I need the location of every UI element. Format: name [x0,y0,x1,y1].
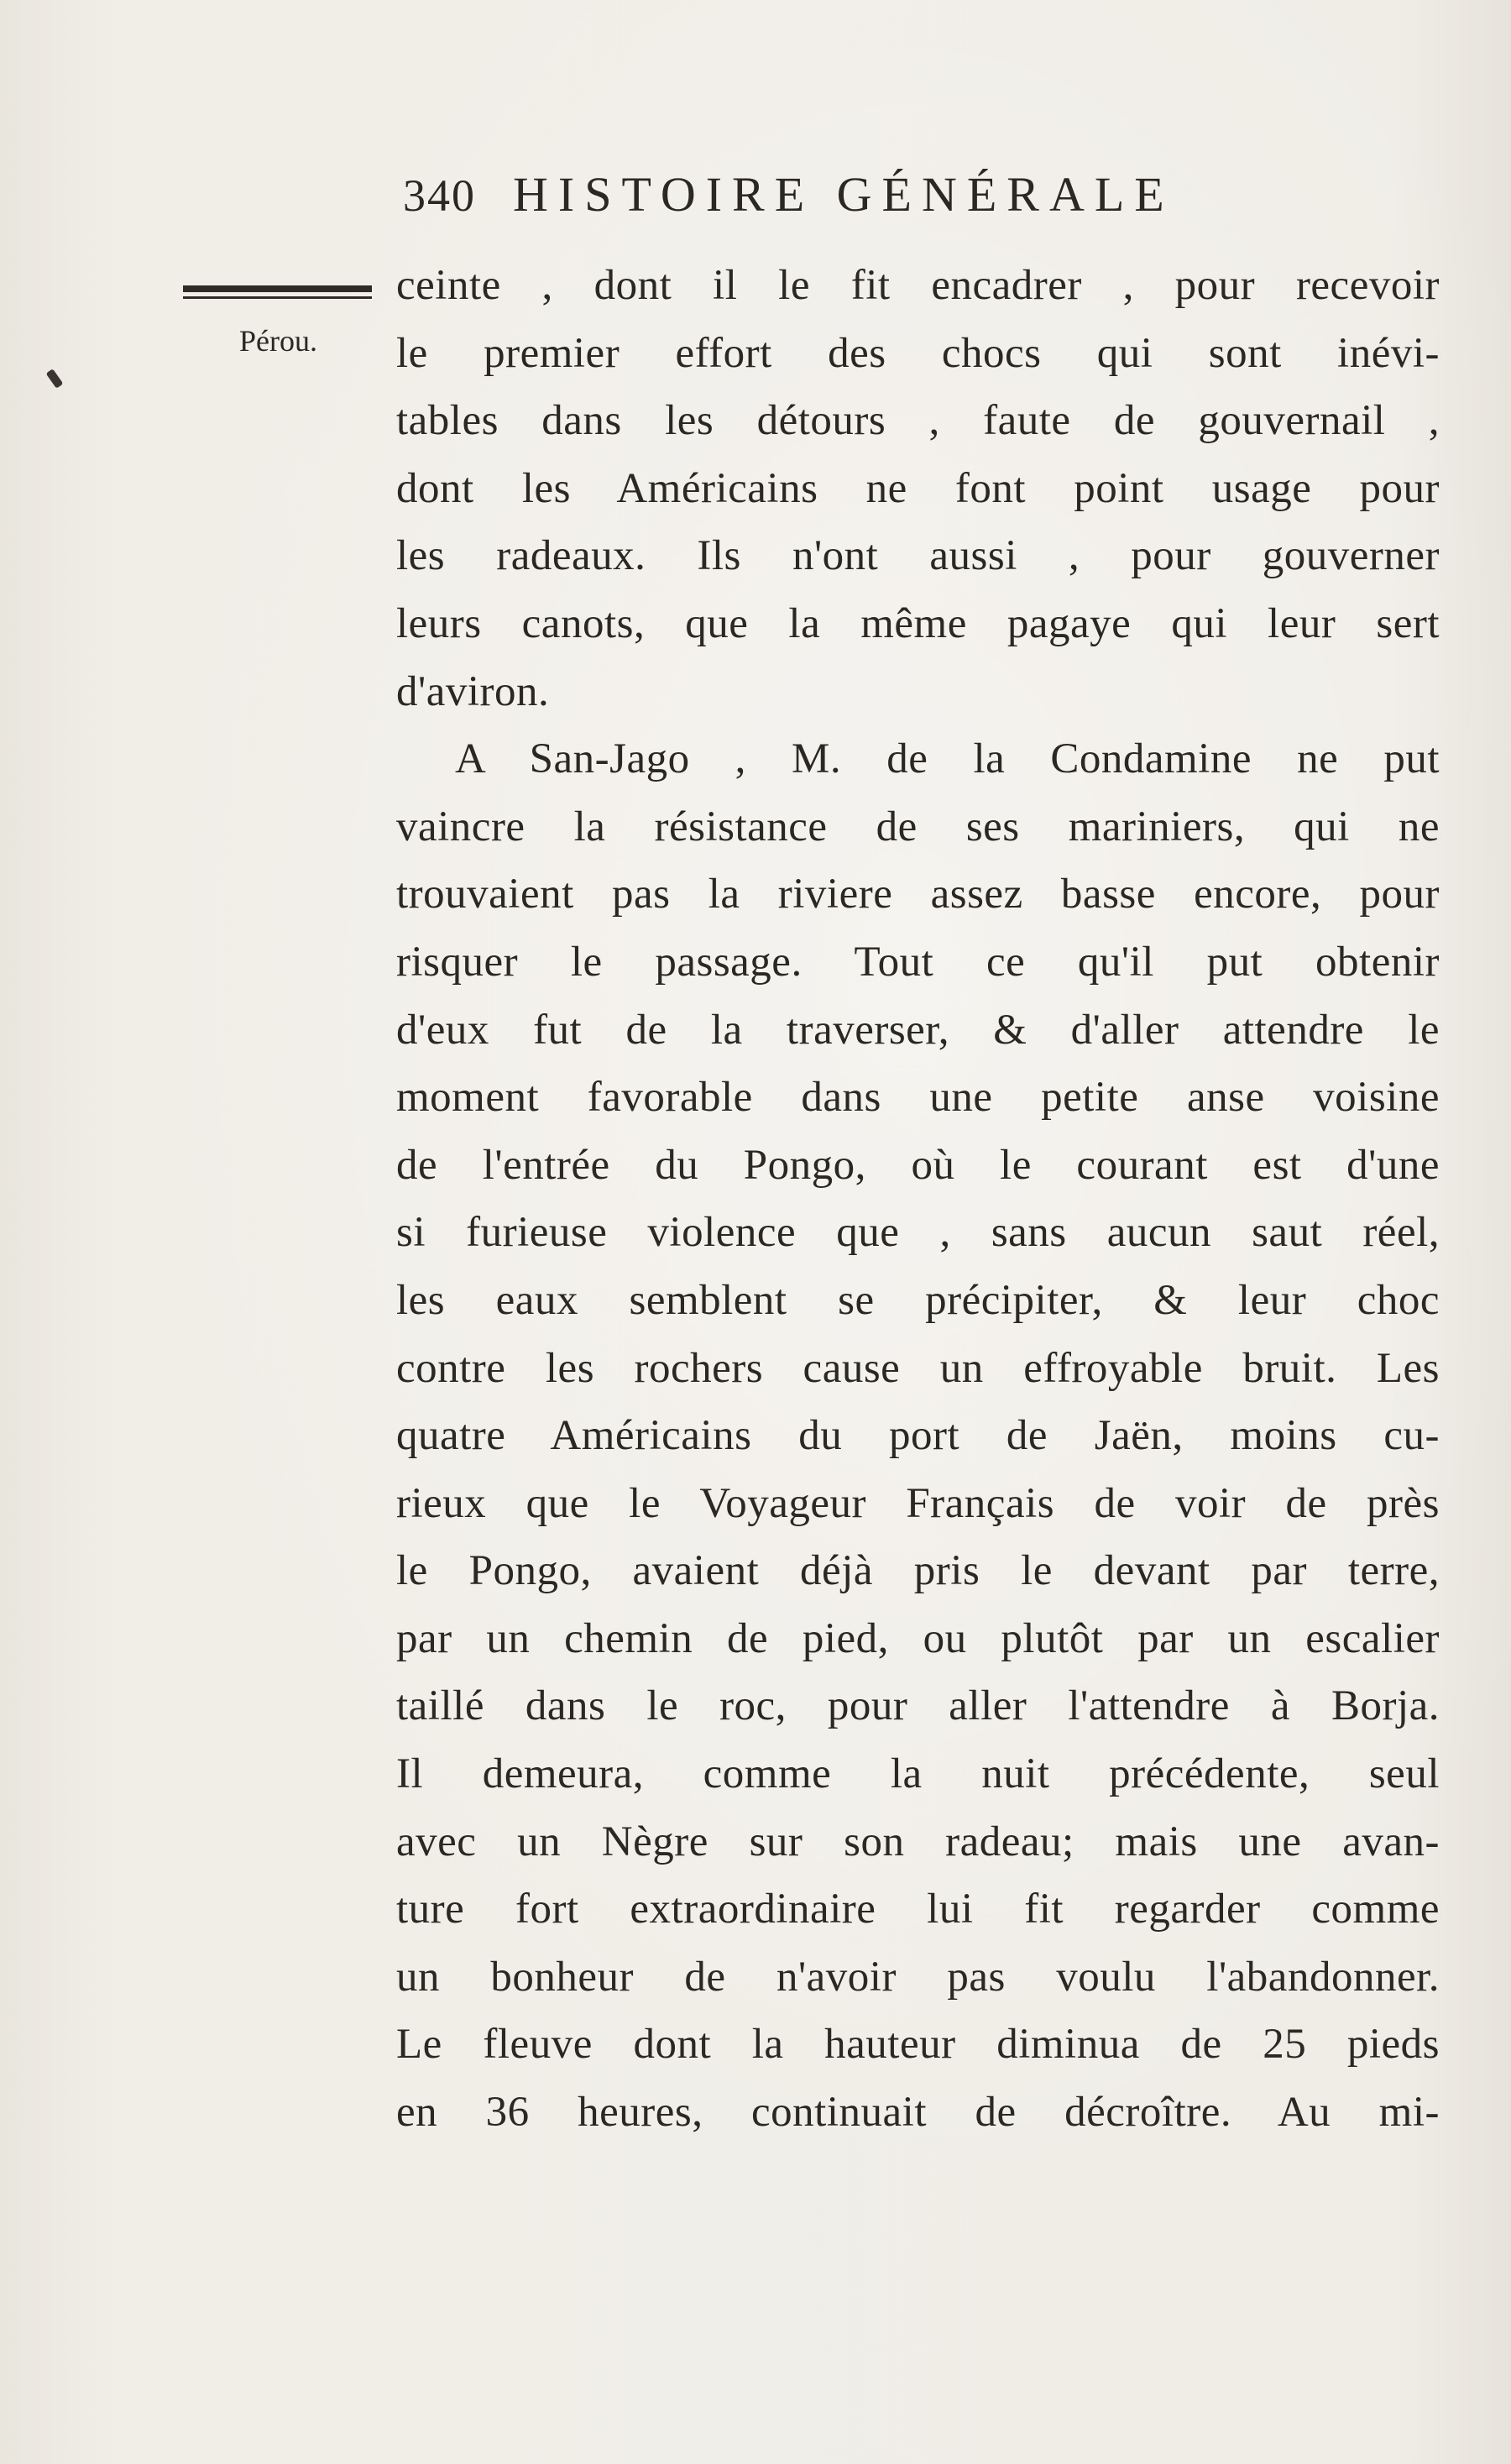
text-line: rieux que le Voyageur Français de voir de près [396,1479,1440,1527]
body-text [396,252,1440,2147]
page-number: 340 [403,170,476,221]
text-line: Le fleuve dont la hauteur diminua de 25 pieds [396,2021,1440,2069]
text-line: un bonheur de n'avoir pas voulu l'abandonner. [396,1953,1440,2001]
text-line: Il demeura, comme la nuit précédente, seul [396,1750,1440,1798]
text-line: si furieuse violence que , sans aucun saut réel, [396,1209,1440,1257]
text-line: d'aviron. [396,667,550,715]
margin-rule [183,285,372,301]
text-line: les radeaux. Ils n'ont aussi , pour gouverner [396,532,1440,580]
page-header [403,166,1326,233]
text-line: taillé dans le roc, pour aller l'attendre à Borja. [396,1682,1440,1730]
text-line: les eaux semblent se précipiter, & leur choc [396,1276,1440,1324]
running-title: HISTOIRE GÉNÉRALE [513,167,1174,222]
text-line: ceinte , dont il le fit encadrer , pour recevoir [396,262,1440,309]
text-line: leurs canots, que la même pagaye qui leur sert [396,599,1440,647]
margin-rule-thin [183,296,372,299]
text-line: dont les Américains ne font point usage pour [396,464,1440,512]
text-line: A San-Jago , M. de la Condamine ne put [455,735,1440,783]
text-line: vaincre la résistance de ses mariniers, qui ne [396,803,1440,850]
margin-note: Pérou. [239,324,317,358]
text-line: risquer le passage. Tout ce qu'il put obtenir [396,938,1440,986]
text-line: ture fort extraordinaire lui fit regarder comme [396,1886,1440,1933]
text-line: quatre Américains du port de Jaën, moins cu- [396,1412,1440,1460]
text-line: le Pongo, avaient déjà pris le devant par terre, [396,1547,1440,1595]
text-line: le premier effort des chocs qui sont inévi- [396,329,1440,377]
margin-rule-thick [183,285,372,292]
text-line: en 36 heures, continuait de décroître. Au mi- [396,2089,1440,2137]
text-line: moment favorable dans une petite anse voisine [396,1074,1440,1122]
ink-mark [46,369,64,389]
text-line: tables dans les détours , faute de gouvernail , [396,397,1440,445]
text-line: trouvaient pas la riviere assez basse encore, pour [396,871,1440,918]
text-line: de l'entrée du Pongo, où le courant est d'une [396,1141,1440,1189]
text-line: d'eux fut de la traverser, & d'aller attendre le [396,1006,1440,1054]
text-line: par un chemin de pied, ou plutôt par un escalier [396,1614,1440,1662]
text-line: avec un Nègre sur son radeau; mais une avan- [396,1818,1440,1865]
text-line: contre les rochers cause un effroyable bruit. Les [396,1344,1440,1392]
